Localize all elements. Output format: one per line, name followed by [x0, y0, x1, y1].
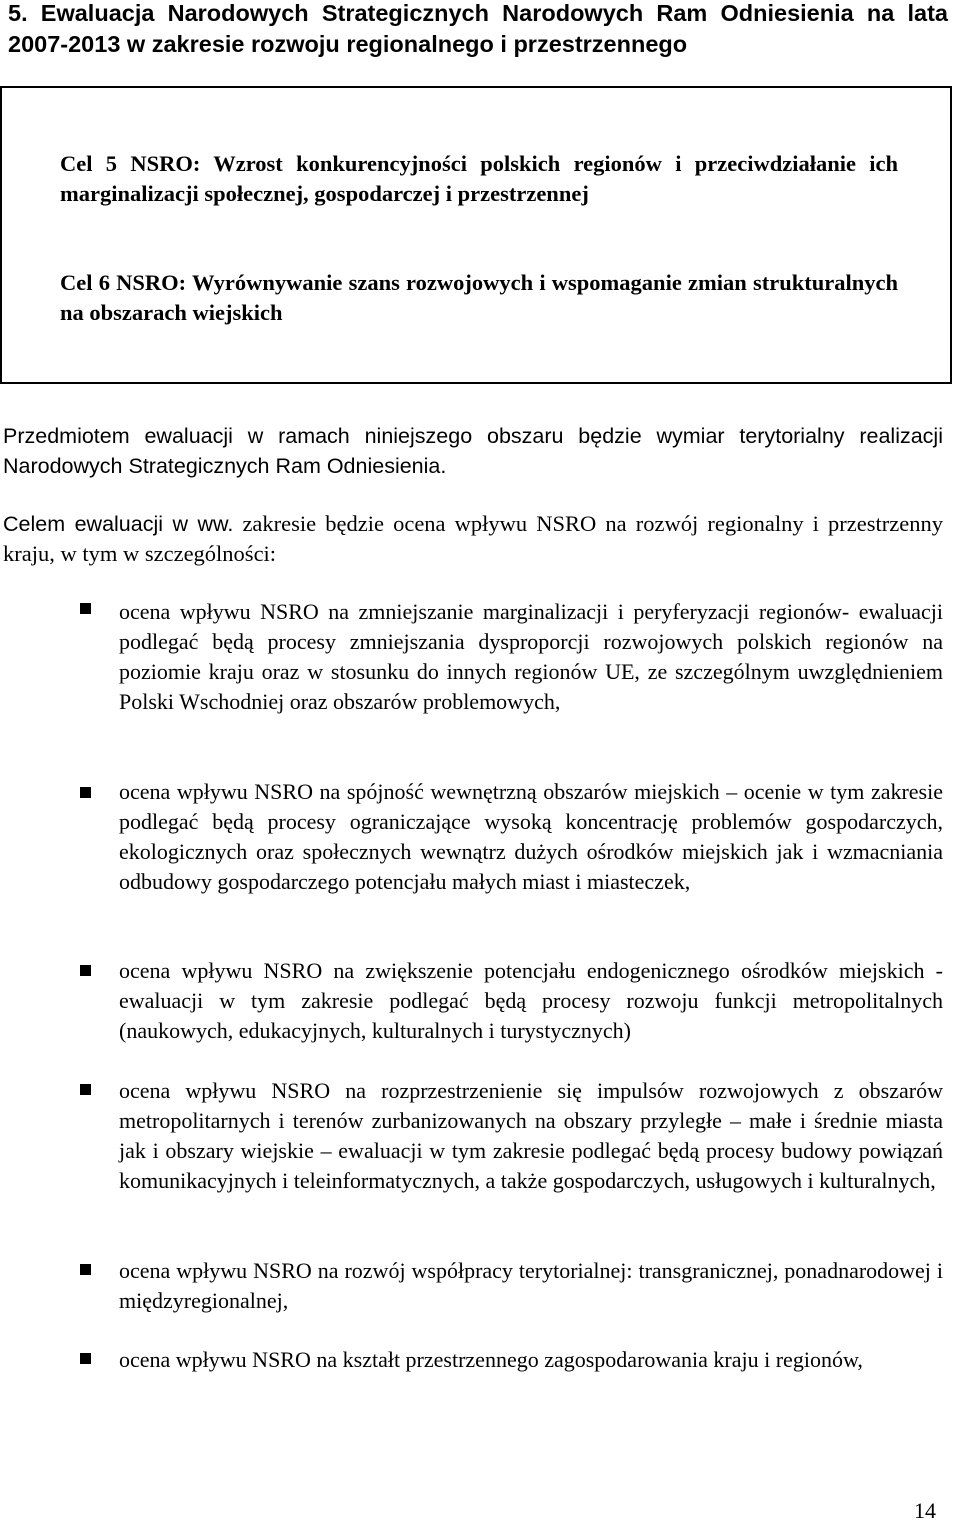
list-item: ocena wpływu NSRO na zwiększenie potencjału endogenicznego ośrodków miejskich - ewaluacji w tym zakresie podlegać będą procesy rozwoju funkcji metropolitalnych (naukowych, edukacyjnych, kulturalnych i turystycznych) — [119, 958, 943, 1043]
evaluation-subject-paragraph: Przedmiotem ewaluacji w ramach niniejszego obszaru będzie wymiar terytorialny realizacji Narodowych Strategicznych Ram Odniesienia. — [3, 424, 943, 478]
list-item: ocena wpływu NSRO na spójność wewnętrzną obszarów miejskich – ocenie w tym zakresie podlegać będą procesy ograniczające wysoką koncentrację problemów gospodarczych, ekologicznych oraz społecznych wewnątrz dużych ośrodków miejskich jak i wzmacniania odbudowy gospodarczego potencjału małych miast i miasteczek, — [119, 779, 943, 894]
evaluation-aim-lead: Celem ewaluacji w ww. — [3, 512, 234, 536]
section-heading: 5. Ewaluacja Narodowych Strategicznych Narodowych Ram Odniesienia na lata 2007-2013 w zakresie rozwoju regionalnego i przestrzennego — [8, 0, 948, 57]
square-bullet-icon — [80, 1084, 91, 1095]
goal-6: Cel 6 NSRO: Wyrównywanie szans rozwojowych i wspomaganie zmian strukturalnych na obszarach wiejskich — [60, 270, 898, 325]
square-bullet-icon — [80, 603, 91, 614]
goal-5: Cel 5 NSRO: Wzrost konkurencyjności polskich regionów i przeciwdziałanie ich marginalizacji społecznej, gospodarczej i przestrzennej — [60, 151, 898, 206]
list-item: ocena wpływu NSRO na rozprzestrzenienie się impulsów rozwojowych z obszarów metropolitarnych i terenów zurbanizowanych na obszary przyległe – małe i średnie miasta jak i obszary wiejskie – ewaluacji w tym zakresie podlegać będą procesy budowy powiązań komunikacyjnych i teleinformatycznych, a także gospodarczych, usługowych i kulturalnych, — [119, 1078, 943, 1193]
square-bullet-icon — [80, 965, 91, 976]
square-bullet-icon — [80, 1264, 91, 1275]
evaluation-aim-rest: zakresie będzie ocena wpływu NSRO na rozwój regionalny i przestrzenny kraju, w tym w szczególności: — [3, 511, 943, 566]
square-bullet-icon — [80, 1353, 91, 1364]
page-number: 14 — [914, 1498, 936, 1523]
list-item: ocena wpływu NSRO na kształt przestrzennego zagospodarowania kraju i regionów, — [119, 1347, 863, 1372]
list-item: ocena wpływu NSRO na zmniejszanie marginalizacji i peryferyzacji regionów- ewaluacji podlegać będą procesy zmniejszania dysproporcji rozwojowych polskich regionów na poziomie kraju oraz w stosunku do innych regionów UE, ze szczególnym uwzględnieniem Polski Wschodniej oraz obszarów problemowych, — [119, 599, 943, 714]
list-item: ocena wpływu NSRO na rozwój współpracy terytorialnej: transgranicznej, ponadnarodowej i międzyregionalnej, — [119, 1258, 943, 1313]
square-bullet-icon — [80, 787, 91, 798]
